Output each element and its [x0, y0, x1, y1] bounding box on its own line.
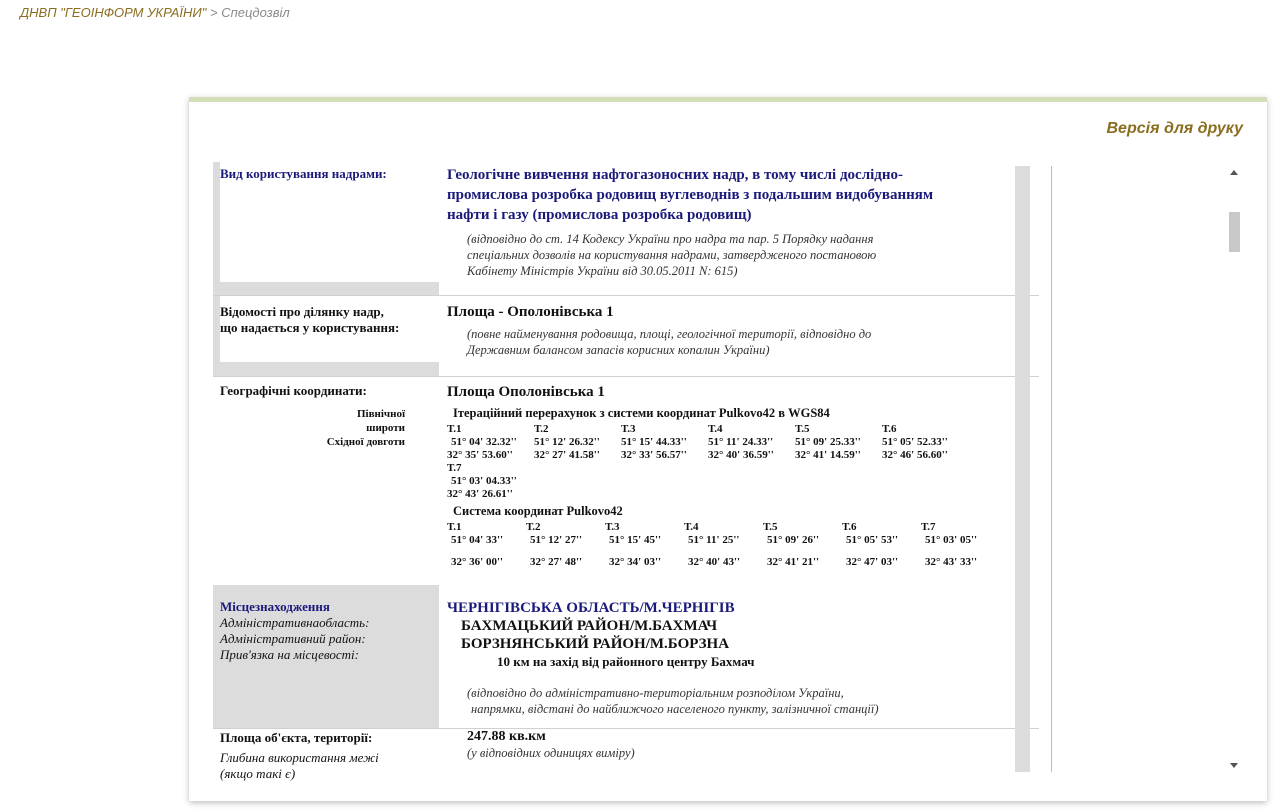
pulkovo-point-2-name: Т.2 [526, 521, 541, 533]
pulkovo-point-5 [763, 521, 842, 569]
wgs-point-6-lon: 32° 46' 56.60'' [882, 449, 948, 461]
geo-sublabels [220, 407, 435, 449]
permit-card [189, 97, 1267, 801]
wgs-point-5-name: Т.5 [795, 423, 810, 435]
label-plot-line-1: Відомості про ділянку надр, [220, 304, 384, 319]
area-sublabel-cut: (якщо такі є) [220, 766, 296, 781]
usage-note-line-1: (відповідно до ст. 14 Кодексу України про надра та пар. 5 Порядку надання [467, 232, 874, 246]
label-cell-location [213, 585, 439, 728]
wgs-point-6-name: Т.6 [882, 423, 897, 435]
wgs-point-5 [795, 423, 882, 462]
label-area: Площа об'єкта, території: [220, 730, 373, 745]
pulkovo-point-5-name: Т.5 [763, 521, 778, 533]
wgs-point-1-lat: 51° 04' 32.32'' [451, 436, 517, 448]
geo-sublabel-latitude: широти [366, 422, 405, 434]
value-usage-type [447, 165, 1035, 279]
wgs-point-3 [621, 423, 708, 462]
frame-scrollbar[interactable] [1225, 166, 1243, 772]
pulkovo-point-7 [921, 521, 1000, 569]
wgs-point-2 [534, 423, 621, 462]
wgs-point-7 [447, 462, 1035, 501]
plot-note-line-2: Державним балансом запасів корисних копалин України) [467, 343, 770, 357]
pulkovo-point-5-lat: 51° 09' 26'' [767, 534, 820, 546]
print-version-link[interactable]: Версія для друку [1106, 120, 1243, 137]
wgs-point-6-lat: 51° 05' 52.33'' [882, 436, 948, 448]
row-location [213, 585, 1039, 729]
wgs-point-1-lon: 32° 35' 53.60'' [447, 449, 513, 461]
geo-sublabel-east: Східної довготи [326, 436, 405, 448]
wgs-point-6 [882, 423, 969, 462]
breadcrumb-separator: > [209, 5, 218, 20]
pulkovo-point-3-lon: 32° 34' 03'' [609, 556, 662, 568]
usage-line-2: промислова розробка родовищ вуглеводнів з подальшим видобуванням [447, 187, 934, 203]
pulkovo-point-5-lon: 32° 41' 21'' [767, 556, 820, 568]
geo-sublabel-north: Північної [356, 408, 405, 420]
wgs-point-3-lat: 51° 15' 44.33'' [621, 436, 687, 448]
value-plot-info [447, 302, 1035, 358]
pulkovo-point-4-lon: 32° 40' 43'' [688, 556, 741, 568]
wgs-point-1 [447, 423, 534, 462]
pulkovo-point-6 [842, 521, 921, 569]
location-sublabel-region: Адміністративнаобласть: [220, 615, 370, 630]
label-cell-plot [213, 296, 439, 376]
label-cell-area [213, 729, 439, 789]
pulkovo-point-6-lat: 51° 05' 53'' [846, 534, 899, 546]
plot-note-line-1: (повне найменування родовища, площі, геологічної території, відповідно до [467, 327, 872, 341]
geo-plot-title: Площа Ополонівська 1 [447, 384, 605, 400]
location-note [447, 685, 1035, 717]
pulkovo-point-2-lon: 32° 27' 48'' [530, 556, 583, 568]
label-content-area [220, 730, 435, 789]
location-sublabel-district: Адміністративний район: [220, 631, 366, 646]
pulkovo-point-6-lon: 32° 47' 03'' [846, 556, 899, 568]
frame-gray-column [1015, 166, 1030, 772]
wgs-point-4 [708, 423, 795, 462]
row-usage-type [213, 162, 1039, 296]
value-geo-coordinates [447, 382, 1035, 569]
pulkovo-point-3-name: Т.3 [605, 521, 620, 533]
pulkovo-point-1-name: Т.1 [447, 521, 462, 533]
scrollbar-thumb[interactable] [1229, 212, 1240, 252]
scroll-up-arrow-icon[interactable] [1230, 170, 1238, 175]
wgs-point-1-name: Т.1 [447, 423, 462, 435]
pulkovo-point-4 [684, 521, 763, 569]
area-sublabel-depth: Глибина використання межі [220, 750, 379, 765]
breadcrumb-current: Спецдозвіл [221, 5, 290, 20]
pulkovo-point-1-lon: 32° 36' 00'' [451, 556, 504, 568]
pulkovo-point-7-lat: 51° 03' 05'' [925, 534, 978, 546]
value-area [447, 729, 1035, 761]
pulkovo-point-1 [447, 521, 526, 569]
label-location: Місцезнаходження [220, 599, 330, 614]
wgs-point-4-name: Т.4 [708, 423, 723, 435]
wgs-point-7-lon: 32° 43' 26.61'' [447, 488, 513, 500]
label-cell-geo [213, 377, 439, 585]
breadcrumb [20, 5, 290, 20]
pulkovo-point-6-name: Т.6 [842, 521, 857, 533]
location-sublabel-binding: Прив'язка на місцевості: [220, 647, 359, 662]
usage-line-3: нафти і газу (промислова розробка родовищ) [447, 207, 752, 223]
usage-note-line-3: Кабінету Міністрів України від 30.05.2011 N: 615) [467, 264, 738, 278]
row-area [213, 729, 1039, 789]
pulkovo-point-2 [526, 521, 605, 569]
row-geo-coordinates [213, 377, 1039, 599]
label-plot-line-2: що надається у користування: [220, 320, 400, 335]
location-binding: 10 км на захід від районного центру Бахмач [497, 654, 755, 669]
pulkovo-point-3-lat: 51° 15' 45'' [609, 534, 662, 546]
row-plot-info [213, 296, 1039, 377]
pulkovo-point-7-name: Т.7 [921, 521, 936, 533]
frame-divider [1051, 166, 1052, 772]
pulkovo-point-7-lon: 32° 43' 33'' [925, 556, 978, 568]
pulkovo-point-3 [605, 521, 684, 569]
wgs-point-2-name: Т.2 [534, 423, 549, 435]
usage-note-line-2: спеціальних дозволів на користування надрами, затвердженого постановою [467, 248, 877, 262]
usage-note [447, 231, 1035, 279]
label-content-plot [220, 304, 435, 376]
permit-details-frame [213, 166, 1039, 781]
location-region: ЧЕРНІГІВСЬКА ОБЛАСТЬ/М.ЧЕРНІГІВ [447, 600, 735, 616]
plot-note [447, 326, 1035, 358]
pulkovo-title: Система координат Pulkovo42 [453, 504, 623, 518]
wgs-point-3-lon: 32° 33' 56.57'' [621, 449, 687, 461]
usage-line-1: Геологічне вивчення нафтогазоносних надр, в тому числі дослідно- [447, 167, 904, 183]
pulkovo-point-1-lat: 51° 04' 33'' [451, 534, 504, 546]
area-note: (у відповідних одиницях виміру) [467, 746, 635, 760]
wgs-point-5-lon: 32° 41' 14.59'' [795, 449, 861, 461]
wgs-point-4-lon: 32° 40' 36.59'' [708, 449, 774, 461]
location-district-2: БОРЗНЯНСЬКИЙ РАЙОН/М.БОРЗНА [461, 636, 730, 652]
pulkovo-point-4-lat: 51° 11' 25'' [688, 534, 740, 546]
plot-name: Площа - Ополонівська 1 [447, 304, 614, 320]
location-district-1: БАХМАЦЬКИЙ РАЙОН/М.БАХМАЧ [461, 618, 718, 634]
label-content-location [220, 599, 435, 728]
location-note-line-1: (відповідно до адміністративно-територіальним розподілом України, [467, 686, 844, 700]
wgs-point-7-lat: 51° 03' 04.33'' [451, 475, 517, 487]
wgs-point-7-name: Т.7 [447, 462, 462, 474]
label-usage-type: Вид користування надрами: [220, 166, 387, 181]
wgs-title: Ітераційний перерахунок з системи координат Pulkovo42 в WGS84 [453, 406, 830, 420]
value-location [447, 599, 1035, 717]
area-value: 247.88 кв.км [467, 729, 546, 744]
wgs-point-5-lat: 51° 09' 25.33'' [795, 436, 861, 448]
label-cell-usage [213, 162, 439, 295]
wgs-points-grid [447, 423, 1035, 462]
wgs-point-2-lat: 51° 12' 26.32'' [534, 436, 600, 448]
location-note-line-2: напрямки, відстані до найближчого населеного пункту, залізничної станції) [471, 702, 879, 716]
wgs-point-4-lat: 51° 11' 24.33'' [708, 436, 774, 448]
breadcrumb-root-link[interactable]: ДНВП "ГЕОІНФОРМ УКРАЇНИ" [20, 5, 207, 20]
wgs-point-2-lon: 32° 27' 41.58'' [534, 449, 600, 461]
scroll-down-arrow-icon[interactable] [1230, 763, 1238, 768]
pulkovo-point-2-lat: 51° 12' 27'' [530, 534, 583, 546]
label-content-usage [220, 166, 435, 295]
label-geo: Географічні координати: [220, 383, 367, 398]
pulkovo-point-4-name: Т.4 [684, 521, 699, 533]
label-content-geo [220, 383, 435, 585]
wgs-point-3-name: Т.3 [621, 423, 636, 435]
pulkovo-points-grid [447, 521, 1035, 569]
